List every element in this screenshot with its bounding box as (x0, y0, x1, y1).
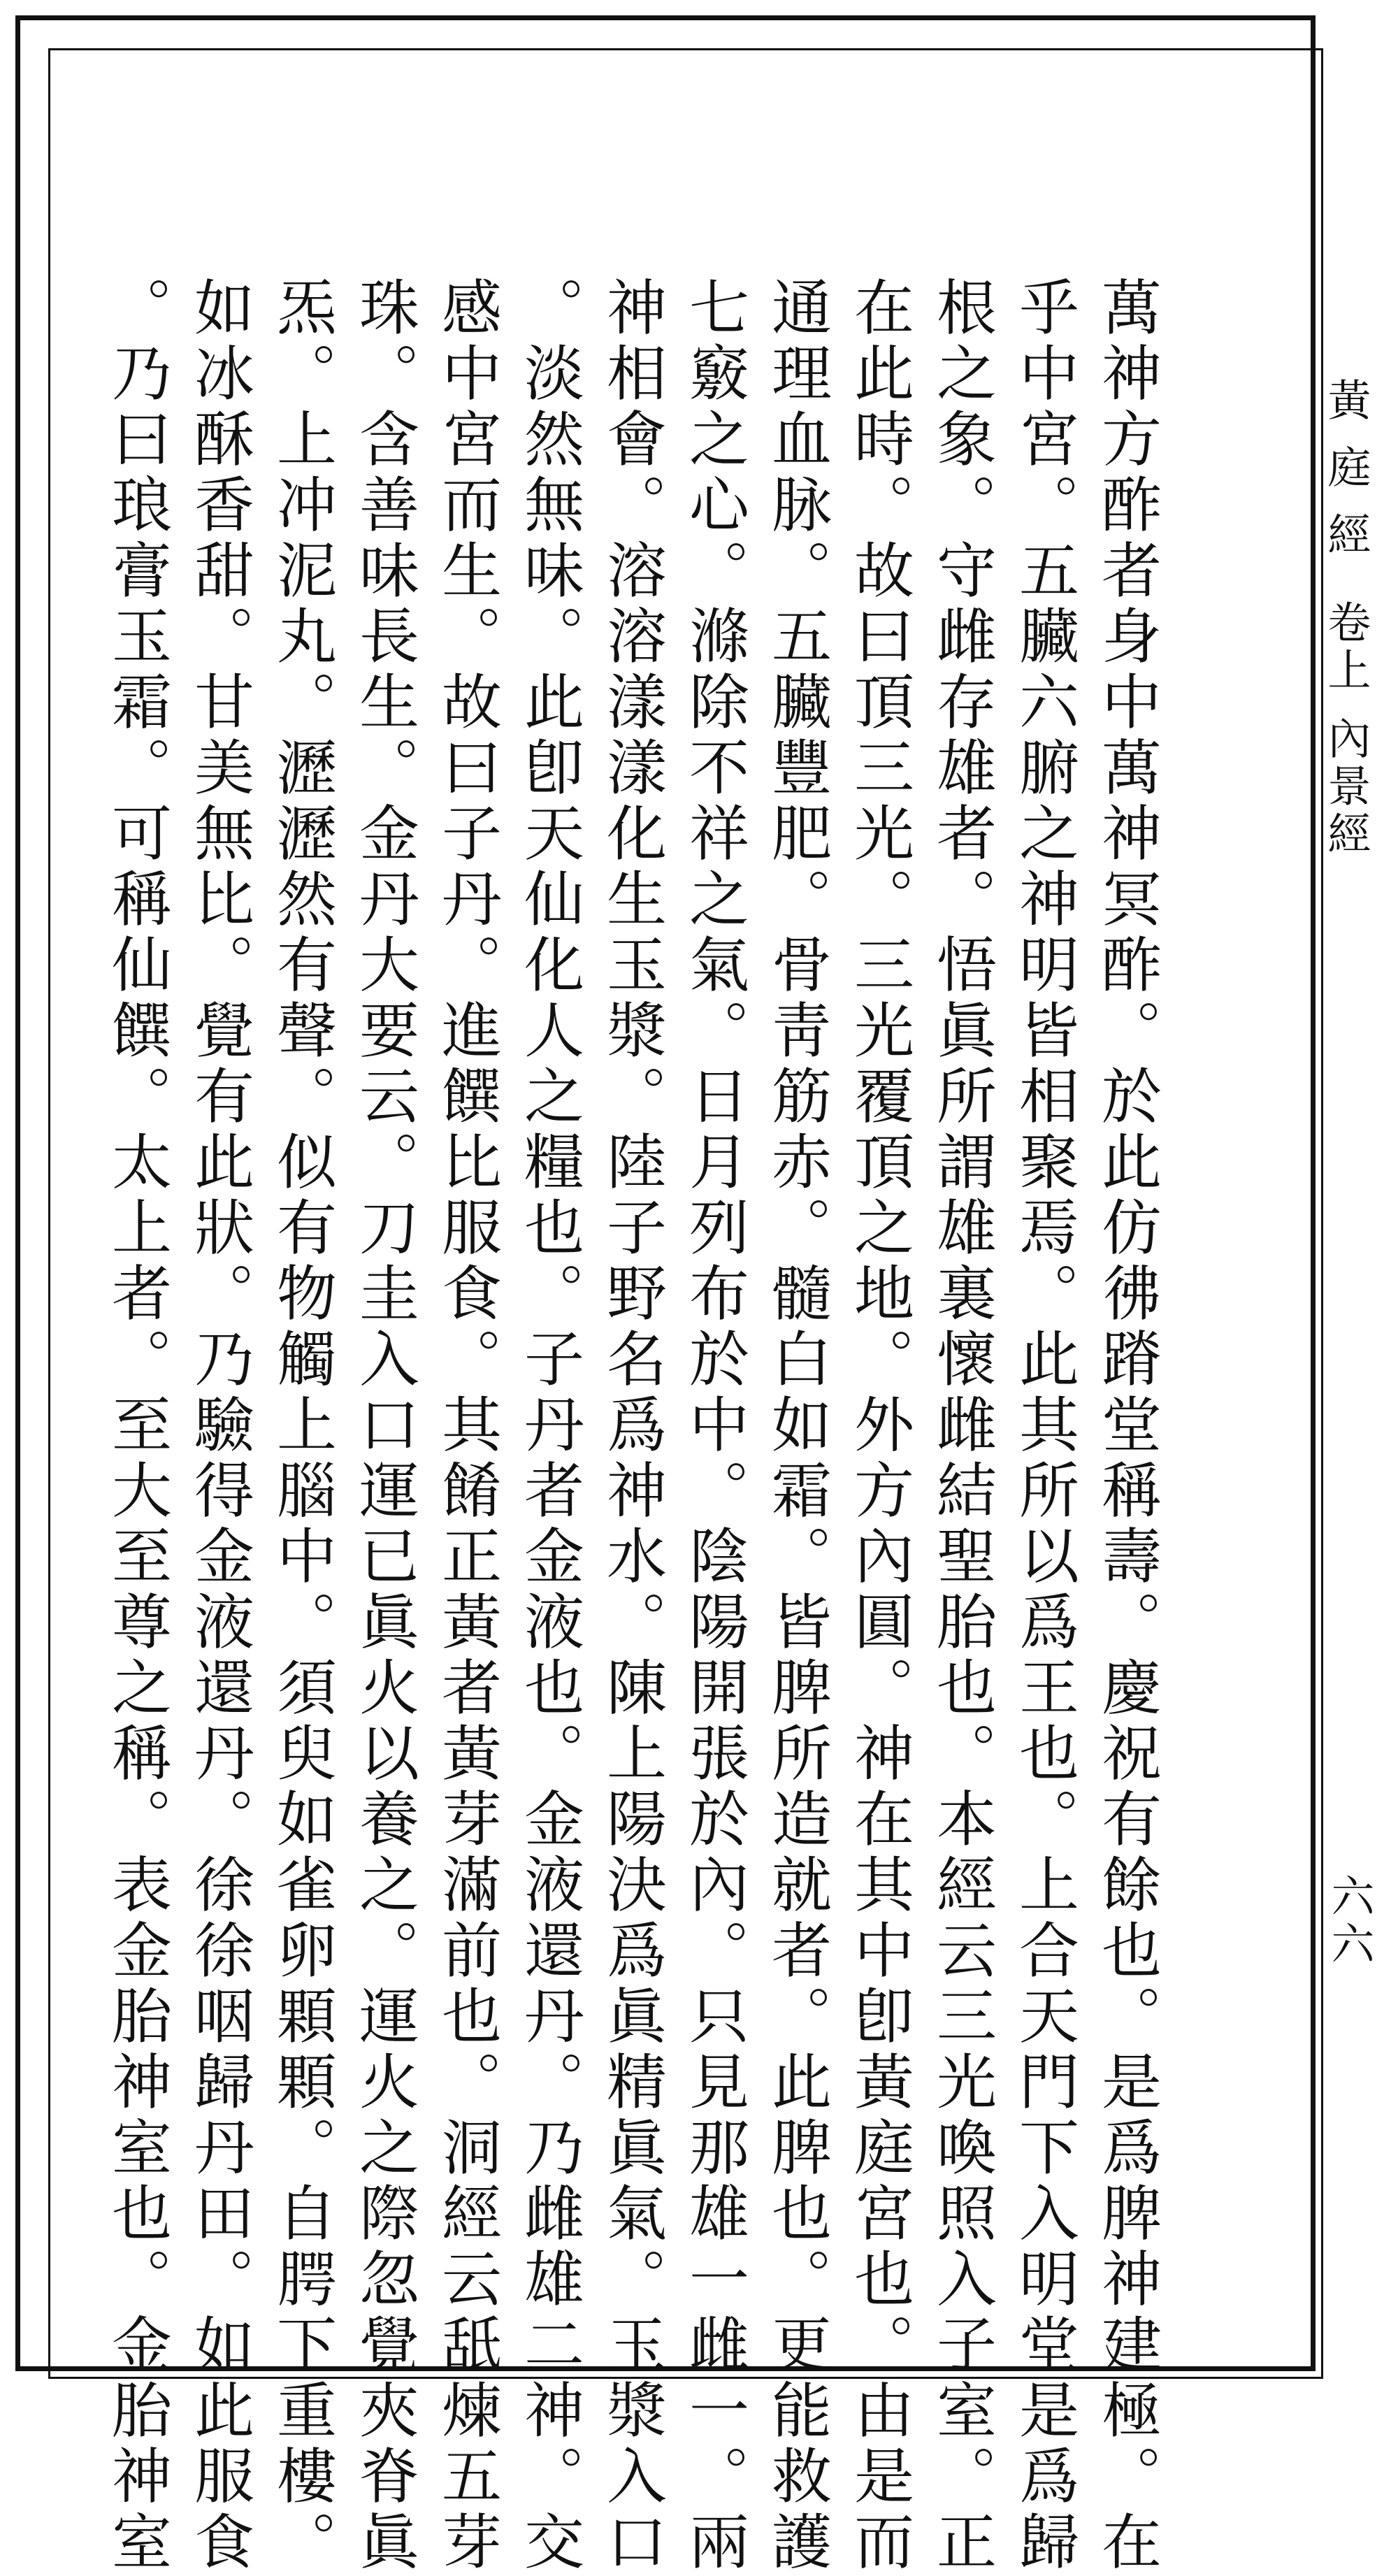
text-column-2: 乎中宮。五臟六腑之神明皆相聚焉。此其所以爲王也。上合天門下入明堂是爲歸 (1009, 276, 1079, 2576)
book-title: 黃庭經 (1320, 377, 1371, 579)
main-text-block (95, 276, 1167, 2576)
text-column-10: 珠。含善味長生。金丹大要云。刀圭入口運已眞火以養之。運火之際忽覺夾脊眞 (349, 276, 419, 2576)
text-column-9: 感中宮而生。故曰子丹。進饌比服食。其餚正黃者黃芽滿前也。洞經云舐煉五芽 (431, 276, 501, 2576)
text-column-11: 炁。上冲泥丸。瀝瀝然有聲。似有物觸上腦中。須臾如雀卵顆顆。自腭下重樓。 (266, 276, 336, 2576)
text-column-5: 通理血脉。五臟豐肥。骨靑筋赤。髓白如霜。皆脾所造就者。此脾也。更能救護 (761, 276, 831, 2576)
text-column-13: 。乃曰琅膏玉霜。可稱仙饌。太上者。至大至尊之稱。表金胎神室也。金胎神室 (101, 276, 171, 2576)
text-column-6: 七竅之心。滌除不祥之氣。日月列布於中。陰陽開張於內。只見那雄一雌一。兩 (679, 276, 749, 2576)
text-column-3: 根之象。守雌存雄者。悟眞所謂雄裏懷雌結聖胎也。本經云三光喚照入子室。正 (926, 276, 996, 2576)
text-column-8: 。淡然無味。此卽天仙化人之糧也。子丹者金液也。金液還丹。乃雌雄二神。交 (514, 276, 584, 2576)
running-header (1321, 377, 1377, 858)
text-column-7: 神相會。溶溶漾漾化生玉漿。陸子野名爲神水。陳上陽決爲眞精眞氣。玉漿入口 (596, 276, 666, 2576)
text-column-12: 如冰酥香甜。甘美無比。覺有此狀。乃驗得金液還丹。徐徐咽歸丹田。如此服食 (184, 276, 254, 2576)
section-label: 內景經 (1320, 716, 1371, 858)
page-number: 六六 (1324, 1873, 1375, 1969)
volume-label: 卷上 (1320, 600, 1371, 695)
text-column-4: 在此時。故曰頂三光。三光覆頂之地。外方內圓。神在其中卽黃庭宮也。由是而 (844, 276, 914, 2576)
text-column-1: 萬神方酢者身中萬神冥酢。於此仿彿蹐堂稱壽。慶祝有餘也。是爲脾神建極。在 (1091, 276, 1161, 2576)
